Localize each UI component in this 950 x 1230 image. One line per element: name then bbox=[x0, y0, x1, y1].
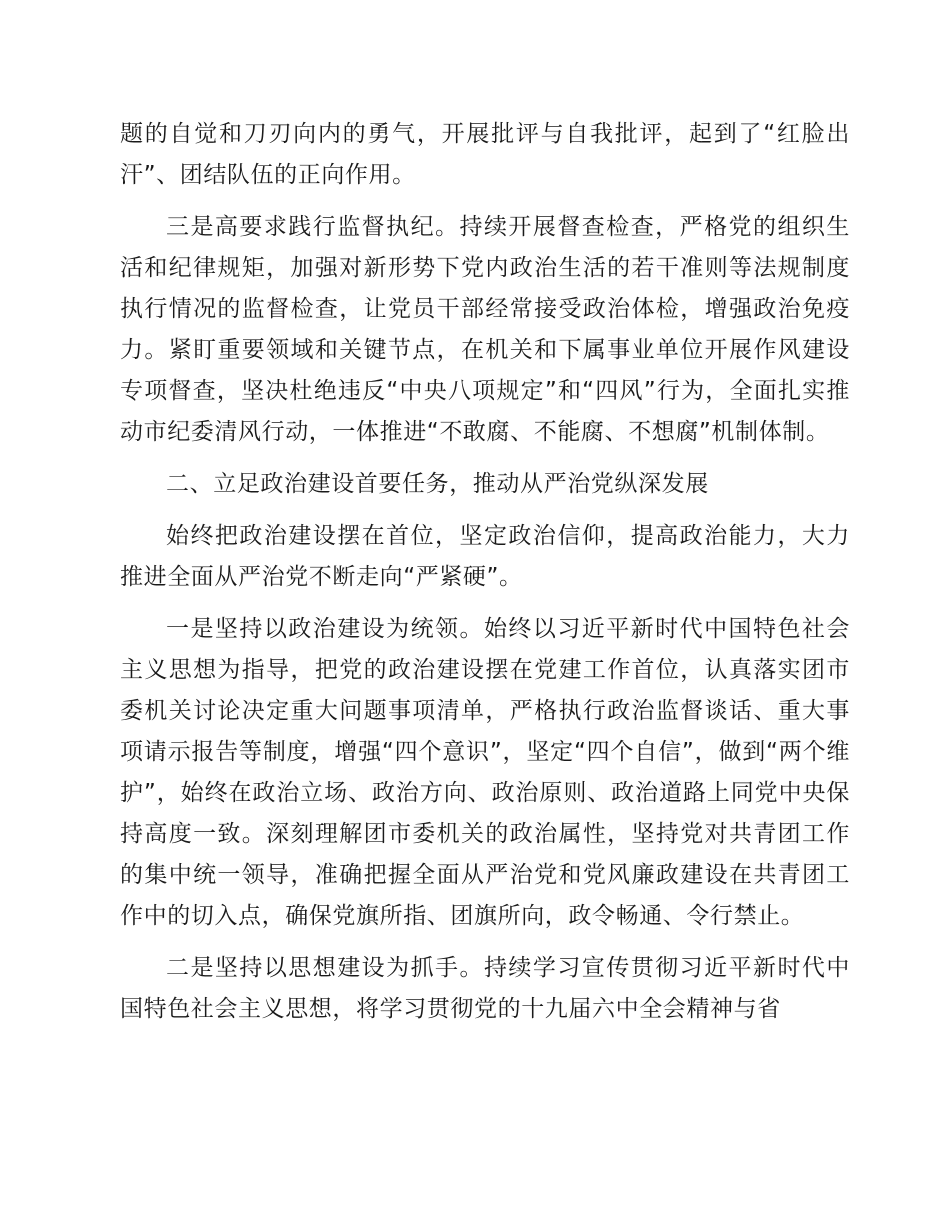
paragraph-section-intro: 始终把政治建设摆在首位，坚定政治信仰，提高政治能力，大力推进全面从严治党不断走向“严紧硬”。 bbox=[120, 523, 850, 590]
section-heading: 二、立足政治建设首要任务，推动从严治党纵深发展 bbox=[166, 471, 709, 497]
document-page bbox=[120, 114, 850, 1041]
paragraph-ideological-building: 二是坚持以思想建设为抓手。持续学习宣传贯彻习近平新时代中国特色社会主义思想，将学习贯彻党的十九届六中全会精神与省 bbox=[120, 955, 850, 1022]
paragraph-supervision: 三是高要求践行监督执纪。持续开展督查检查，严格党的组织生活和纪律规矩，加强对新形势下党内政治生活的若干准则等法规制度执行情况的监督检查，让党员干部经常接受政治体检，增强政治免疫力。紧盯重要领域和关键节点，在机关和下属事业单位开展作风建设专项督查，坚决杜绝违反“中央八项规定”和“四风”行为，全面扎实推动市纪委清风行动，一体推进“不敢腐、不能腐、不想腐”机制体制。 bbox=[120, 214, 850, 445]
paragraph-political-building: 一是坚持以政治建设为统领。始终以习近平新时代中国特色社会主义思想为指导，把党的政治建设摆在党建工作首位，认真落实团市委机关讨论决定重大问题事项清单，严格执行政治监督谈话、重大事项请示报告等制度，增强“四个意识”，坚定“四个自信”，做到“两个维护”，始终在政治立场、政治方向、政治原则、政治道路上同党中央保持高度一致。深刻理解团市委机关的政治属性，坚持党对共青团工作的集中统一领导，准确把握全面从严治党和党风廉政建设在共青团工作中的切入点，确保党旗所指、团旗所向，政令畅通、令行禁止。 bbox=[120, 616, 850, 929]
paragraph-continuation: 题的自觉和刀刃向内的勇气，开展批评与自我批评，起到了“红脸出汗”、团结队伍的正向作用。 bbox=[120, 121, 850, 188]
